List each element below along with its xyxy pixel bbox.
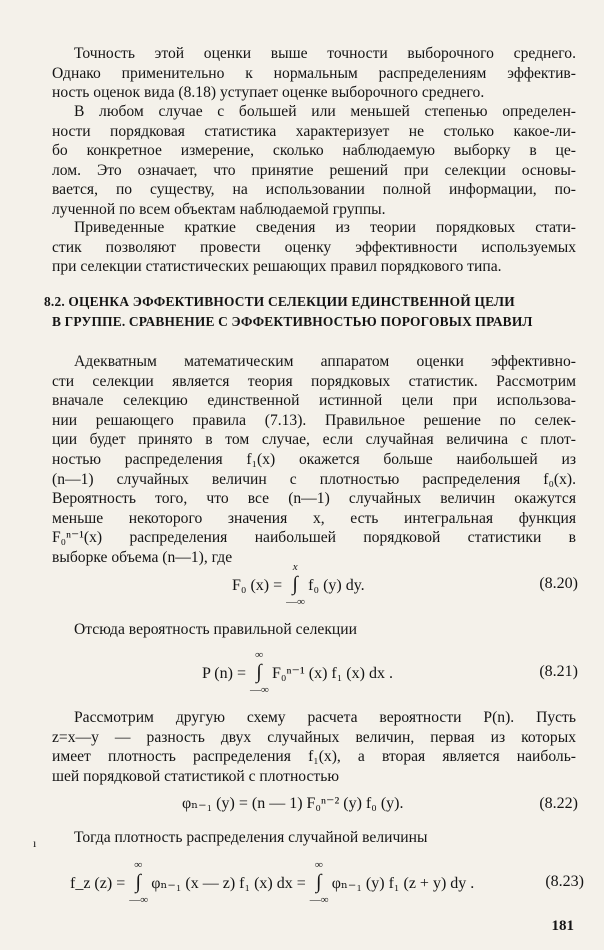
- integral-sign: ∫ ∞ —∞: [250, 662, 268, 684]
- page-number: 181: [551, 918, 574, 934]
- text-line: лученной по всем объектам наблюдаемой группы.: [52, 200, 386, 218]
- text-line: ции будет принято в том случае, если случайная величина с плот-: [52, 431, 576, 449]
- integral-upper-limit: ∞: [314, 859, 323, 871]
- equation-body: φₙ₋₁ (y) = (n — 1) F₀ⁿ⁻² (y) f₀ (y).: [182, 795, 404, 812]
- text-line: шей порядковой статистикой с плотностью: [52, 767, 339, 785]
- text-line: меньше некоторого значения x, есть интегральная функция: [52, 509, 576, 527]
- text-line: Рассмотрим другую схему расчета вероятности P(n). Пусть: [74, 709, 576, 726]
- equation-lhs: F₀ (x) =: [232, 577, 283, 594]
- integral-sign: ∫ ∞ —∞: [129, 872, 147, 894]
- equation-integrand: F₀ⁿ⁻¹ (x) f₁ (x) dx .: [271, 665, 393, 682]
- text-line: z=x—y — разность двух случайных величин, первая из которых: [52, 728, 576, 746]
- text-line: сти селекции является теория порядковых статистик. Рассмотрим: [52, 372, 576, 390]
- integral-lower-limit: —∞: [249, 684, 269, 696]
- text-line: выборке объема (n—1), где: [52, 548, 233, 566]
- equation-integrand: f₀ (y) dy.: [308, 577, 365, 594]
- integral-sign: ∫ ∞ —∞: [310, 872, 328, 894]
- text-line: бо конкретное измерение, сколько наблюдаемую выборку в це-: [52, 142, 576, 160]
- text-line: Точность этой оценки выше точности выборочного среднего.: [74, 45, 576, 62]
- text-line: Приведенные краткие сведения из теории порядковых стати-: [74, 219, 576, 236]
- text-line: Отсюда вероятность правильной селекции: [74, 621, 357, 638]
- paragraph-7: [52, 828, 576, 848]
- equation-integrand: φₙ₋₁ (y) f₁ (z + y) dy .: [331, 875, 475, 892]
- equation-lhs: P (n) =: [202, 665, 246, 682]
- heading-line: В ГРУППЕ. СРАВНЕНИЕ С ЭФФЕКТИВНОСТЬЮ ПОРОГОВЫХ ПРАВИЛ: [52, 314, 533, 329]
- text-line: ность оценок вида (8.18) уступает оценке выборочного среднего.: [52, 84, 485, 102]
- text-line: ности порядковая статистика характеризует не столько какое-ли-: [52, 122, 576, 140]
- text-line: Тогда плотность распределения случайной величины: [74, 829, 428, 846]
- equation-body: [202, 649, 393, 696]
- integral-upper-limit: ∞: [255, 649, 263, 661]
- text-line: вается, по существу, на использовании полной информации, по-: [52, 181, 576, 199]
- text-line: В любом случае с большей или меньшей степенью определен-: [74, 103, 576, 120]
- equation-lhs: f_z (z) =: [70, 875, 126, 892]
- equation-number: (8.20): [539, 575, 578, 592]
- text-line: вначале селекцию единственной истинной цели при использова-: [52, 392, 576, 410]
- integral-lower-limit: —∞: [129, 894, 149, 906]
- integral-lower-limit: —∞: [286, 596, 305, 608]
- paragraph-2: [52, 102, 576, 220]
- text-line: Адекватным математическим аппаратом оценки эффективно-: [74, 353, 576, 370]
- margin-mark: ı: [33, 836, 37, 850]
- equation-number: (8.23): [545, 873, 584, 890]
- section-heading: [44, 292, 576, 332]
- text-line: лом. Это означает, что принятие решений при селекции основы-: [52, 161, 576, 179]
- integral-upper-limit: x: [292, 561, 298, 573]
- equation-number: (8.21): [539, 663, 578, 680]
- equation-number: (8.22): [539, 795, 578, 812]
- paragraph-6: [52, 708, 576, 786]
- text-line: при селекции статистических решающих правил порядкового типа.: [52, 258, 502, 276]
- text-line: имеет плотность распределения f₁(x), а вторая является наиболь-: [52, 748, 576, 766]
- integral-lower-limit: —∞: [309, 894, 329, 906]
- equation-body: [70, 859, 475, 906]
- equation-body: [232, 561, 365, 608]
- text-line: ностью распределения f₁(x) окажется больше наибольшей из: [52, 450, 576, 468]
- paragraph-1: [52, 44, 576, 103]
- paragraph-3: [52, 218, 576, 277]
- paragraph-5: [52, 620, 576, 640]
- text-line: Вероятность того, что все (n—1) случайных величин окажутся: [52, 490, 576, 508]
- text-line: стик позволяют провести оценку эффективности используемых: [52, 238, 576, 256]
- heading-line: 8.2. ОЦЕНКА ЭФФЕКТИВНОСТИ СЕЛЕКЦИИ ЕДИНСТВЕННОЙ ЦЕЛИ: [44, 294, 515, 309]
- paragraph-4: [52, 352, 576, 568]
- text-line: F₀ⁿ⁻¹(x) распределения наибольшей порядковой статистики в: [52, 529, 576, 547]
- text-line: нии решающего правила (7.13). Правильное решение по селек-: [52, 411, 576, 429]
- text-line: (n—1) случайных величин с плотностью распределения f₀(x).: [52, 470, 576, 488]
- integral-upper-limit: ∞: [134, 859, 143, 871]
- integral-sign: ∫ x —∞: [286, 574, 304, 596]
- text-line: Однако применительно к нормальным распределениям эффектив-: [52, 64, 576, 82]
- equation-integrand: φₙ₋₁ (x — z) f₁ (x) dx =: [151, 875, 306, 892]
